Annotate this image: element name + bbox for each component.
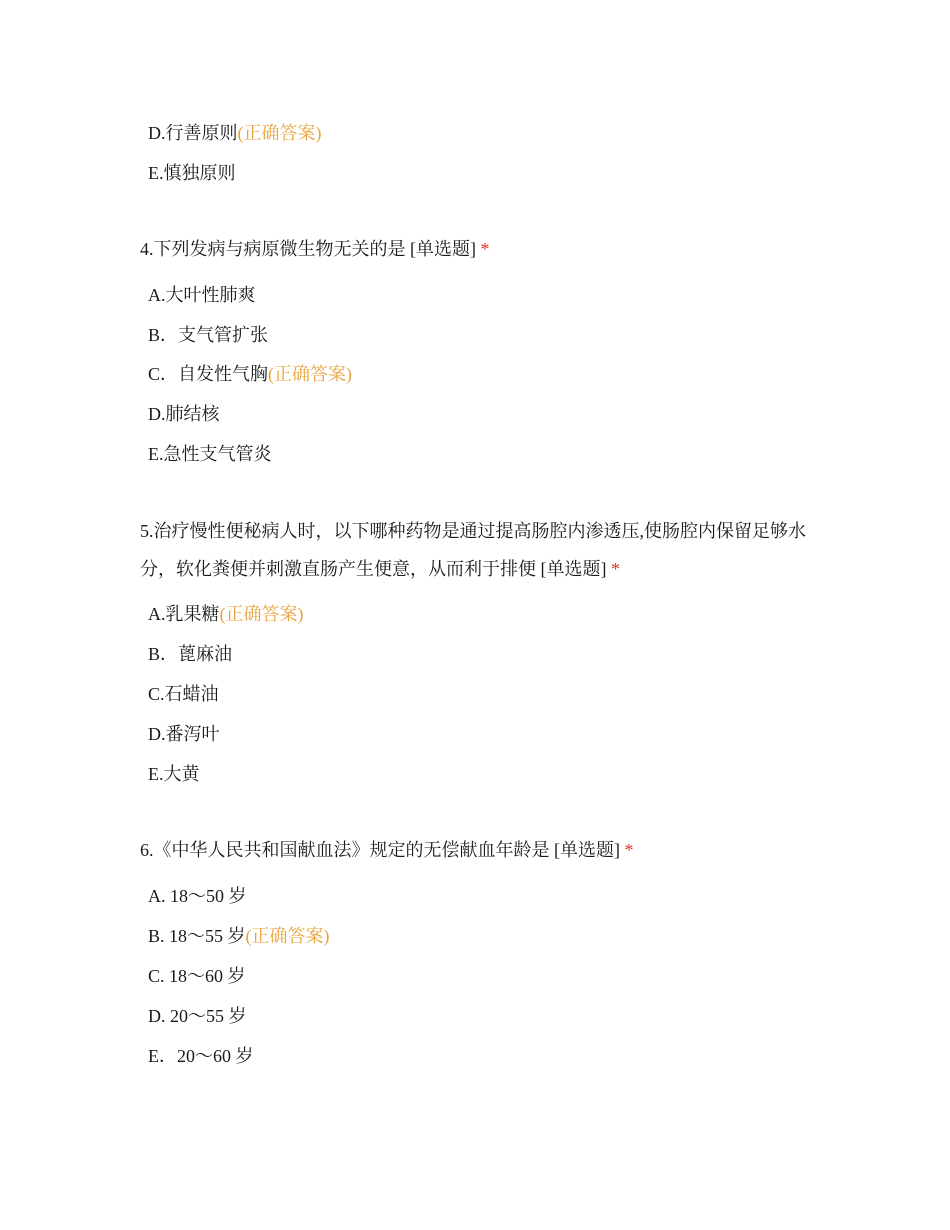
option-e-prev — [148, 161, 236, 185]
q4-option-c — [148, 362, 352, 386]
option-d-prev — [148, 121, 322, 145]
required-asterisk: * — [624, 840, 634, 860]
required-asterisk: * — [611, 559, 620, 579]
q4-option-d — [148, 402, 220, 426]
option-text: D.肺结核 — [148, 404, 220, 424]
option-text: D.行善原则 — [148, 123, 238, 143]
option-text: A.大叶性肺爽 — [148, 285, 256, 305]
question-text: 5.治疗慢性便秘病人时，以下哪种药物是通过提高肠腔内渗透压,使肠腔内保留足够水分，软化粪便并刺激直肠产生便意，从而利于排便 — [140, 521, 806, 579]
q6-option-c — [148, 964, 246, 988]
option-text: D. 20～55 岁 — [148, 1006, 247, 1026]
q5-option-e — [148, 762, 200, 786]
option-text: B．蓖麻油 — [148, 644, 233, 664]
question-4-title — [140, 237, 490, 261]
option-text: B. 18～55 岁 — [148, 926, 246, 946]
question-type: [单选题] — [410, 239, 476, 259]
required-asterisk: * — [480, 239, 490, 259]
q4-option-b — [148, 323, 268, 347]
q5-option-d — [148, 722, 220, 746]
question-text: 4.下列发病与病原微生物无关的是 — [140, 239, 406, 259]
option-text: E.大黄 — [148, 764, 200, 784]
option-text: E．20～60 岁 — [148, 1046, 254, 1066]
option-text: C．自发性气胸 — [148, 364, 269, 384]
option-text: D.番泻叶 — [148, 724, 220, 744]
q6-option-d — [148, 1004, 247, 1028]
q5-option-a — [148, 602, 304, 626]
q5-option-c — [148, 682, 219, 706]
option-text: E.急性支气管炎 — [148, 444, 272, 464]
question-type: [单选题] — [540, 559, 607, 579]
correct-answer-marker: (正确答案) — [219, 604, 304, 624]
question-type: [单选题] — [554, 840, 620, 860]
q6-option-b — [148, 924, 330, 948]
question-text: 6.《中华人民共和国献血法》规定的无偿献血年龄是 — [140, 840, 550, 860]
question-6-title — [140, 838, 634, 862]
option-text: C.石蜡油 — [148, 684, 219, 704]
q4-option-a — [148, 283, 256, 307]
correct-answer-marker: (正确答案) — [237, 123, 322, 143]
option-text: A.乳果糖 — [148, 604, 220, 624]
option-text: A. 18～50 岁 — [148, 886, 247, 906]
q5-option-b — [148, 642, 232, 666]
q6-option-e — [148, 1044, 254, 1068]
option-text: E.慎独原则 — [148, 163, 236, 183]
q4-option-e — [148, 442, 272, 466]
question-5-title — [140, 512, 820, 588]
correct-answer-marker: (正确答案) — [245, 926, 330, 946]
q6-option-a — [148, 884, 247, 908]
correct-answer-marker: (正确答案) — [268, 364, 353, 384]
option-text: C. 18～60 岁 — [148, 966, 246, 986]
option-text: B．支气管扩张 — [148, 325, 269, 345]
